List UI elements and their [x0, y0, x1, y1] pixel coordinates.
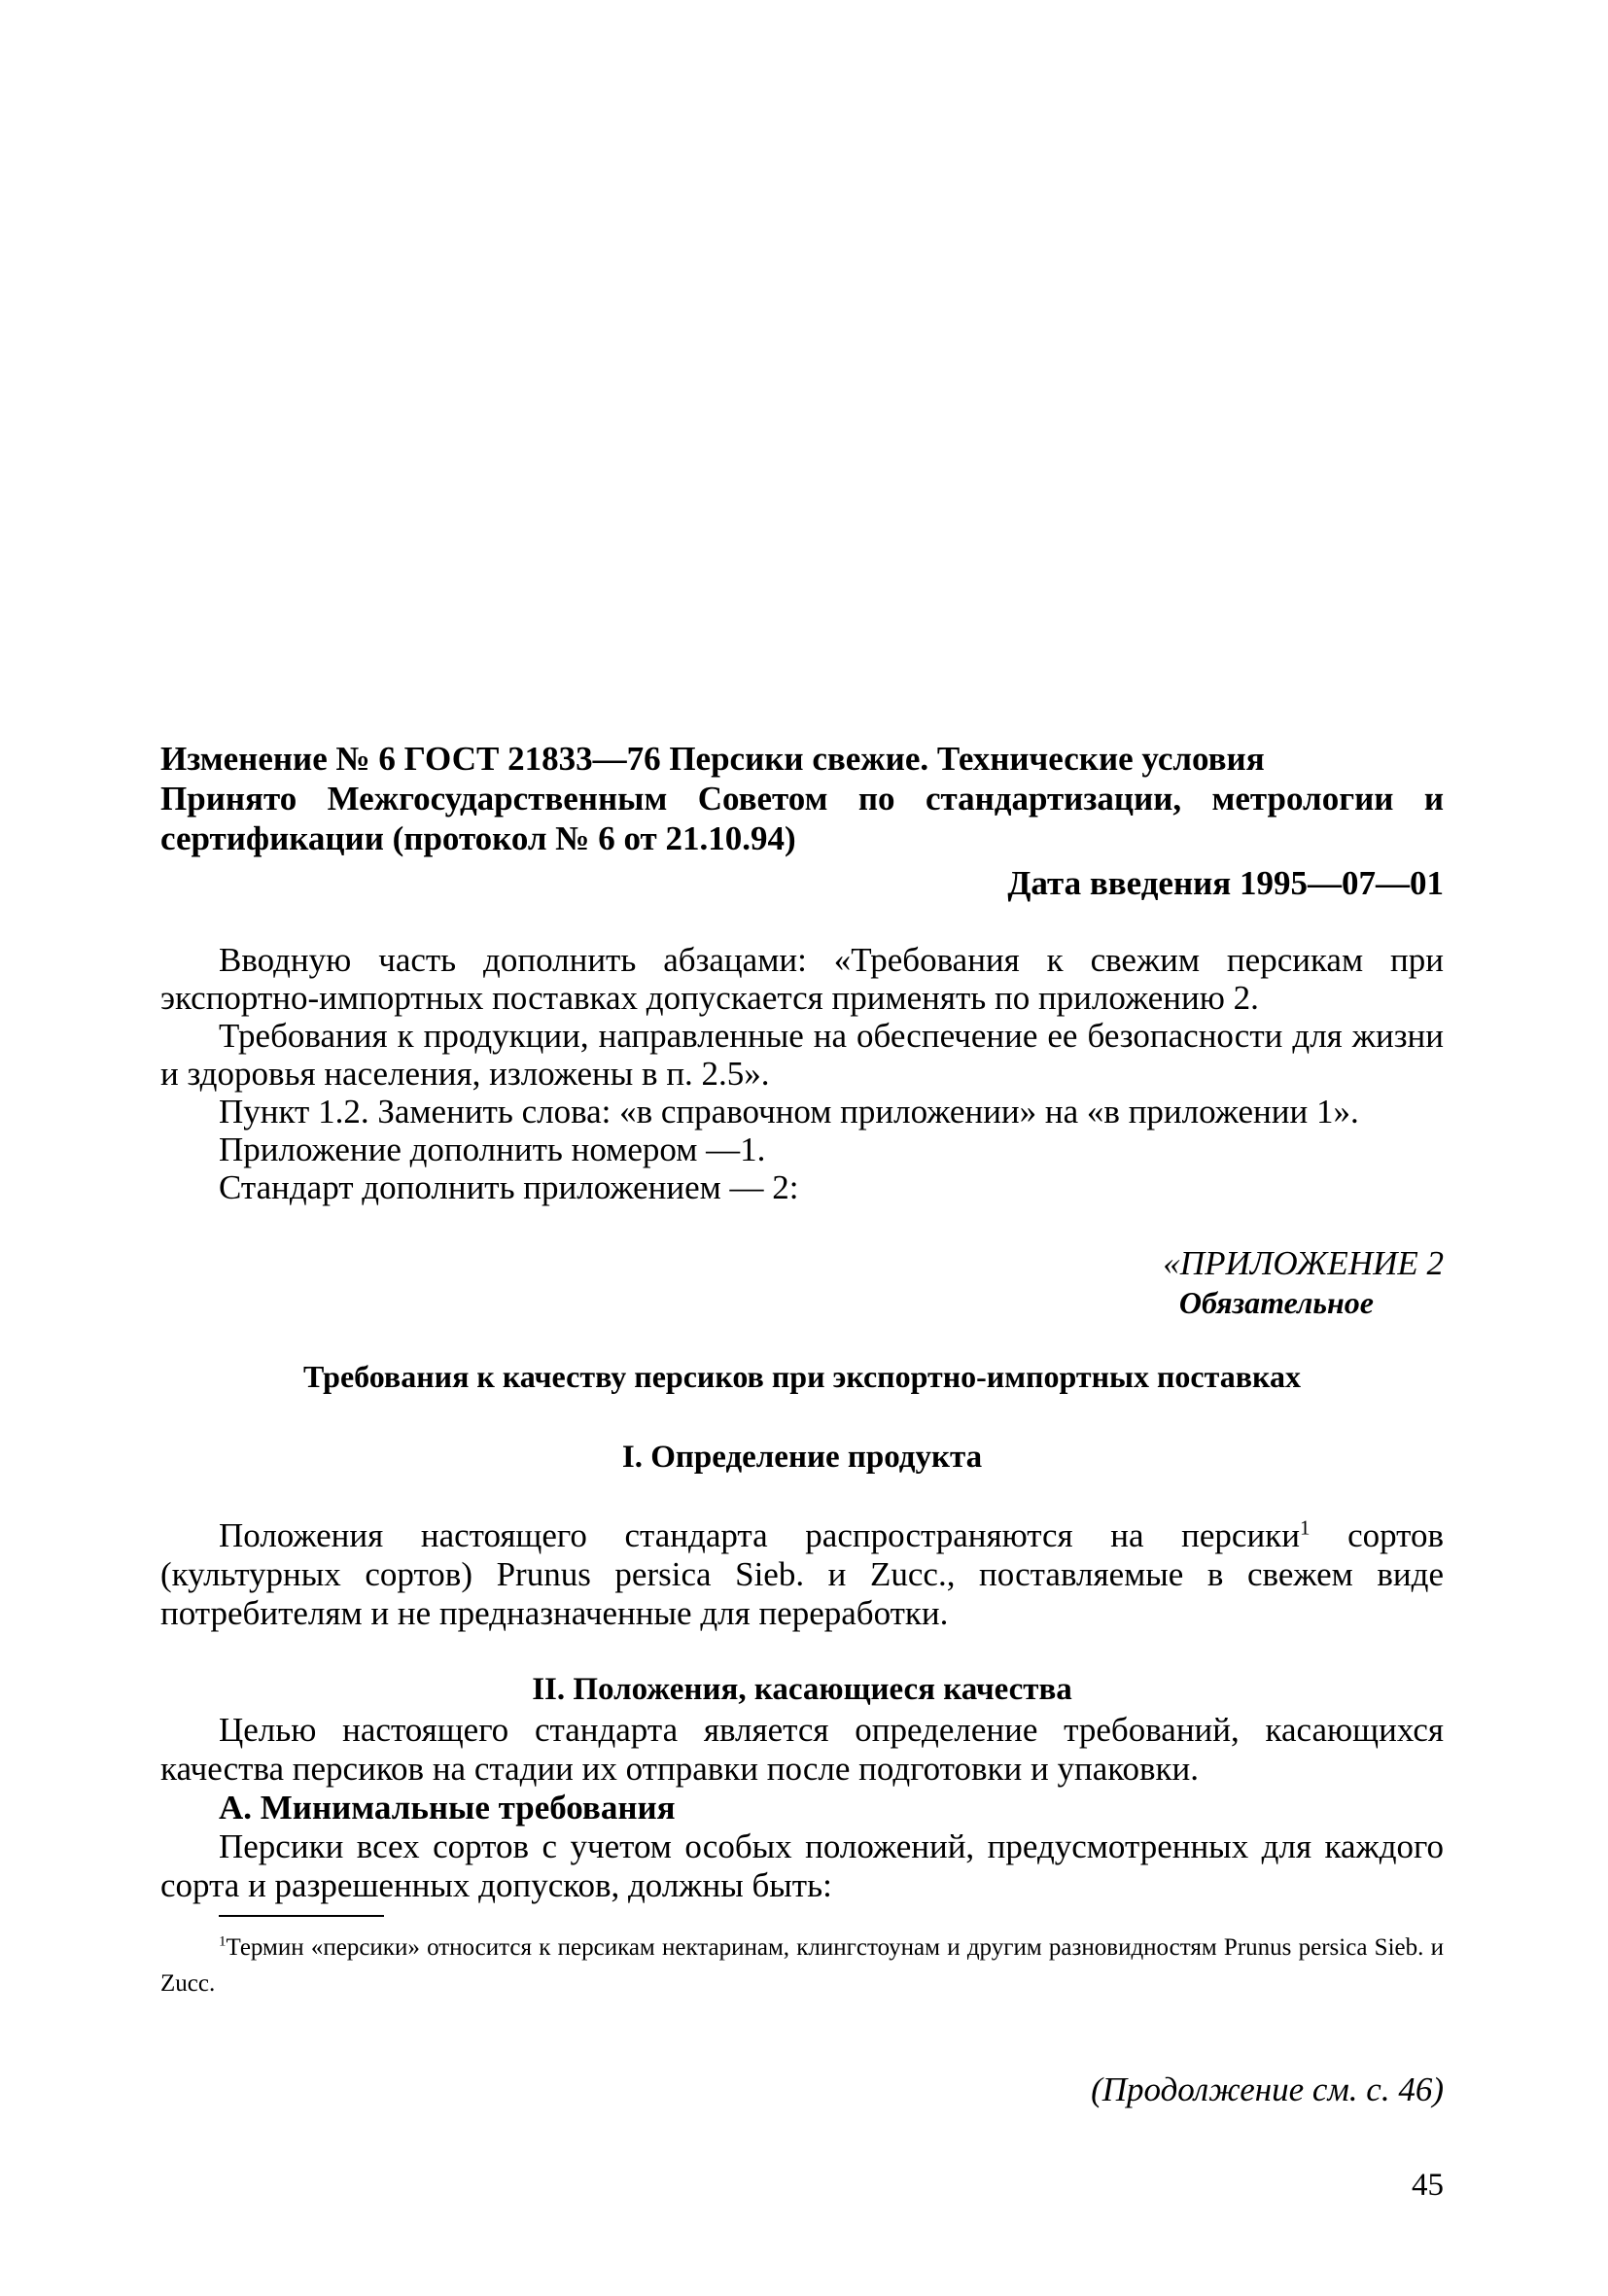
intro-paragraph: Требования к продукции, направленные на обеспечение ее безопасности для жизни и здоровья населения, изложены в п. 2.5».: [160, 1017, 1444, 1093]
continuation-note: (Продолжение см. с. 46): [1091, 2070, 1444, 2108]
section2-heading: II. Положения, касающиеся качества: [532, 1672, 1072, 1707]
appendix-title: Требования к качеству персиков при экспортно-импортных поставках: [303, 1359, 1301, 1394]
section1-heading: I. Определение продукта: [621, 1440, 983, 1475]
amendment-header: [160, 739, 1444, 858]
footnote-reference[interactable]: 1: [1299, 1515, 1311, 1540]
appendix-label: «ПРИЛОЖЕНИЕ 2: [1163, 1244, 1444, 1282]
section2-paragraph: Персики всех сортов с учетом особых положений, предусмотренных для каждого сорта и разрешенных допусков, должны быть:: [160, 1827, 1444, 1904]
intro-section: [160, 941, 1444, 1206]
minimum-requirements-heading: А. Минимальные требования: [219, 1789, 676, 1826]
footnote-text: Термин «персики» относится к персикам нектаринам, клингстоунам и другим разновидностям Prunus persica Sieb. и Zucc.: [160, 1934, 1444, 1997]
section2-paragraph: Целью настоящего стандарта является определение требований, касающихся качества персиков на стадии их отправки после подготовки и упаковки.: [160, 1711, 1444, 1788]
section2-body: [160, 1711, 1444, 1905]
section1-text-before: Положения настоящего стандарта распространяются на персики: [219, 1516, 1300, 1554]
intro-paragraph: Приложение дополнить номером —1.: [219, 1131, 766, 1168]
footnote: [160, 1930, 1444, 2001]
footnote-divider: [219, 1915, 384, 1917]
section1-paragraph: [160, 1516, 1444, 1633]
appendix-status: Обязательное: [1178, 1285, 1374, 1320]
section1-text-after: сортов (культурных сортов) Prunus persica Sieb. и Zucc., поставляемые в свежем виде потребителям и не предназначенные для переработки.: [160, 1516, 1444, 1632]
page-number: 45: [1412, 2168, 1444, 2203]
intro-paragraph: Вводную часть дополнить абзацами: «Требования к свежим персикам при экспортно-импортных поставках допускается применять по приложению 2.: [160, 941, 1444, 1017]
amendment-title: Изменение № 6 ГОСТ 21833—76 Персики свежие. Технические условия: [160, 740, 1265, 778]
adoption-note: Принято Межгосударственным Советом по стандартизации, метрологии и сертификации (протокол № 6 от 21.10.94): [160, 780, 1444, 857]
intro-paragraph: Пункт 1.2. Заменить слова: «в справочном приложении» на «в приложении 1».: [219, 1093, 1359, 1131]
effective-date: Дата введения 1995—07—01: [1007, 864, 1444, 902]
intro-paragraph: Стандарт дополнить приложением — 2:: [219, 1168, 799, 1206]
appendix-label-block: [160, 1244, 1444, 1322]
footnote-mark: 1: [219, 1933, 227, 1950]
